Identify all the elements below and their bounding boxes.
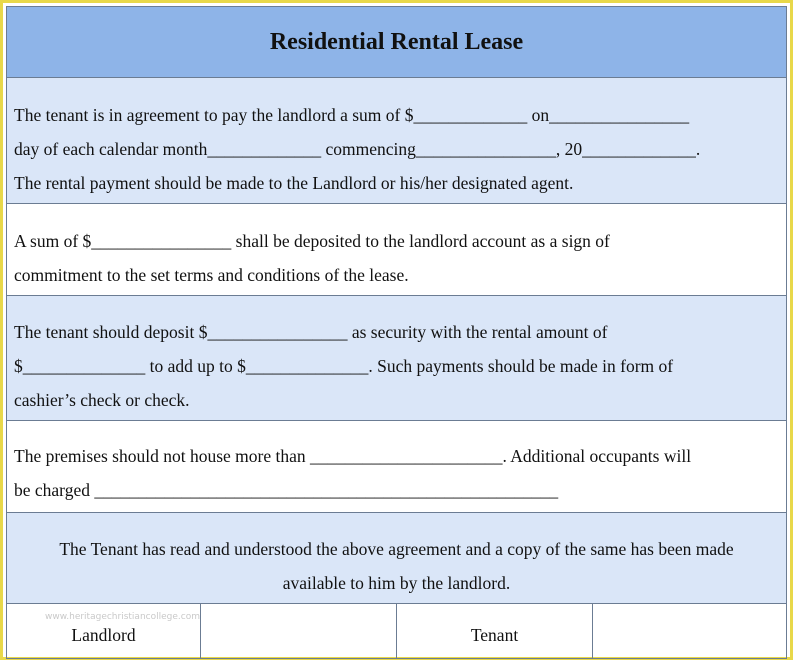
landlord-label: Landlord [71, 625, 136, 645]
section-deposit [7, 204, 786, 296]
section-security [7, 296, 786, 421]
tenant-label-cell [397, 604, 593, 658]
section-rent [7, 78, 786, 204]
rent-line-3: The rental payment should be made to the Landlord or his/her designated agent. [14, 173, 574, 193]
lease-form [6, 6, 787, 659]
rent-line-2: day of each calendar month_____________ commencing________________, 20_____________. [14, 139, 701, 159]
tenant-label: Tenant [470, 625, 519, 645]
section-acknowledgement [7, 513, 786, 604]
security-line-2: $______________ to add up to $______________. Such payments should be made in form of [14, 356, 674, 376]
section-occupancy [7, 421, 786, 513]
header [7, 7, 786, 78]
deposit-line-2: commitment to the set terms and conditions of the lease. [14, 265, 409, 285]
watermark: www.heritagechristiancollege.com [45, 612, 200, 622]
landlord-signature-field[interactable] [201, 604, 397, 658]
occupancy-line-1: The premises should not house more than ______________________. Additional occupants will [14, 446, 692, 466]
page-title: Residential Rental Lease [269, 28, 524, 55]
security-line-3: cashier’s check or check. [14, 390, 190, 410]
security-line-1: The tenant should deposit $________________ as security with the rental amount of [14, 322, 608, 342]
tenant-signature-field[interactable] [593, 604, 786, 658]
acknowledgement-line-2: available to him by the landlord. [282, 573, 511, 593]
acknowledgement-line-1: The Tenant has read and understood the above agreement and a copy of the same has been made [59, 539, 734, 559]
deposit-line-1: A sum of $________________ shall be deposited to the landlord account as a sign of [14, 231, 610, 251]
occupancy-line-2: be charged _____________________________________________________ [14, 480, 559, 500]
rent-line-1: The tenant is in agreement to pay the landlord a sum of $_____________ on________________ [14, 105, 690, 125]
